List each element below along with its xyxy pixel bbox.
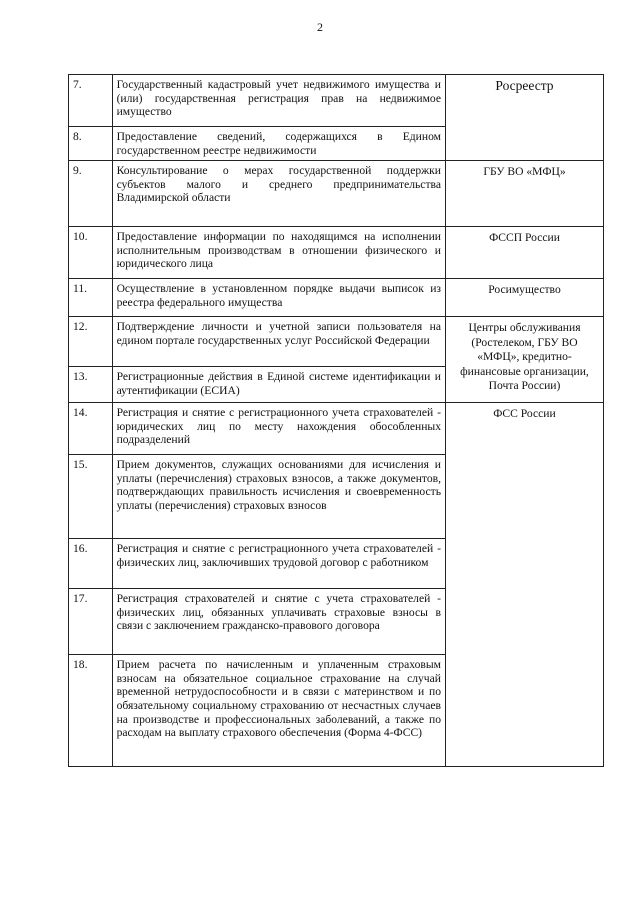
row-number: 13. (69, 367, 113, 403)
table-row (69, 655, 446, 767)
table-row (69, 317, 446, 367)
table-row (69, 539, 446, 589)
row-number: 12. (69, 317, 113, 367)
service-description: Регистрационные действия в Единой системе идентификации и аутентификации (ЕСИА) (112, 367, 445, 403)
row-number: 8. (69, 127, 113, 161)
service-description: Государственный кадастровый учет недвижимого имущества и (или) государственная регистрация прав на недвижимое имущество (112, 75, 445, 127)
table-row (69, 589, 446, 655)
service-description: Подтверждение личности и учетной записи пользователя на едином портале государственных услуг Российской Федерации (112, 317, 445, 367)
service-description: Регистрация страхователей и снятие с учета страхователей - физических лиц, обязанных уплачивать страховые взносы в связи с заключением гражданско-правового договора (112, 589, 445, 655)
agency-rosimushchestvo: Росимущество (446, 279, 604, 317)
service-description: Регистрация и снятие с регистрационного учета страхователей - физических лиц, заключивших трудовой договор с работником (112, 539, 445, 589)
agency-cell-fss (446, 403, 604, 767)
agencies-table (446, 74, 604, 767)
table-row (69, 75, 446, 127)
row-number: 9. (69, 161, 113, 227)
agency-fssp: ФССП России (446, 227, 604, 279)
row-number: 7. (69, 75, 113, 127)
page-number: 2 (317, 20, 323, 34)
service-description: Осуществление в установленном порядке выдачи выписок из реестра федерального имущества (112, 279, 445, 317)
service-description: Регистрация и снятие с регистрационного учета страхователей - юридических лиц по месту нахождения обособленных подразделений (112, 403, 445, 455)
service-description: Прием расчета по начисленным и уплаченным страховым взносам на обязательное социальное страхование на случай временной нетрудоспособности и в связи с материнством и по обязательному социальному страхованию от несчастных случаев на производстве и профессиональных заболеваний, а также по расходам на выплату страхового обеспечения (Форма 4-ФСС) (112, 655, 445, 767)
table-row (69, 279, 446, 317)
agency-service-centers: Центры обслуживания (Ростелеком, ГБУ ВО «МФЦ», кредитно-финансовые организации, Почта России) (446, 317, 604, 403)
table-row (69, 127, 446, 161)
row-number: 10. (69, 227, 113, 279)
agency-cell-mfc (446, 161, 604, 227)
row-number: 18. (69, 655, 113, 767)
table-row (69, 455, 446, 539)
agency-cell-rosreestr (446, 75, 604, 161)
row-number: 11. (69, 279, 113, 317)
table-row (69, 161, 446, 227)
agency-cell-rosimushchestvo (446, 279, 604, 317)
agency-cell-fssp (446, 227, 604, 279)
service-description: Предоставление информации по находящимся на исполнении исполнительным производствам в отношении физического и юридического лица (112, 227, 445, 279)
service-description: Предоставление сведений, содержащихся в Едином государственном реестре недвижимости (112, 127, 445, 161)
service-description: Консультирование о мерах государственной поддержки субъектов малого и среднего предпринимательства Владимирской области (112, 161, 445, 227)
row-number: 14. (69, 403, 113, 455)
row-number: 17. (69, 589, 113, 655)
agency-rosreestr: Росреестр (446, 75, 604, 161)
service-description: Прием документов, служащих основаниями для исчисления и уплаты (перечисления) страховых взносов, а также документов, подтверждающих правильность исчисления и своевременность уплаты (перечисления) страховых взносов (112, 455, 445, 539)
agency-cell-service-centers (446, 317, 604, 403)
row-number: 16. (69, 539, 113, 589)
agency-mfc: ГБУ ВО «МФЦ» (446, 161, 604, 227)
row-number: 15. (69, 455, 113, 539)
agency-fss: ФСС России (446, 403, 604, 767)
table-row (69, 367, 446, 403)
services-table (68, 74, 446, 767)
table-row (69, 227, 446, 279)
table-row (69, 403, 446, 455)
